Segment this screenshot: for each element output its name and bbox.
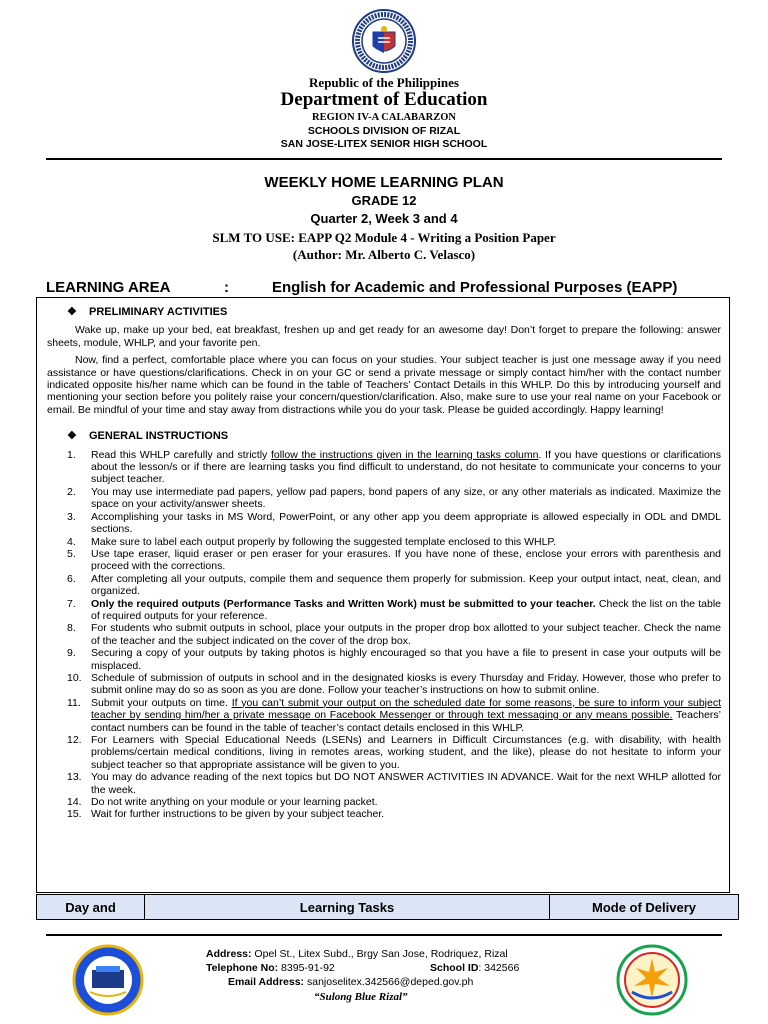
plan-title: WEEKLY HOME LEARNING PLAN	[264, 174, 504, 191]
grade-line: GRADE 12	[351, 193, 417, 208]
region-line: REGION IV-A CALABARZON	[312, 112, 456, 123]
learning-tasks-table-header	[36, 894, 739, 920]
list-item: 4. Make sure to label each output properly by following the suggested template enclosed to this WHLP.	[67, 535, 556, 548]
list-item: 9. Securing a copy of your outputs by taking photos is highly encouraged so that you have a file to present in case your outputs will be misplaced.	[67, 647, 721, 672]
division-line: SCHOOLS DIVISION OF RIZAL	[307, 125, 461, 137]
instructions-box	[36, 297, 730, 893]
general-instructions-list	[47, 449, 721, 821]
list-item: 2. You may use intermediate pad papers, yellow pad papers, bond papers of any size, or any other materials as indicated. Maximize the space on your activity/answer sheets.	[67, 485, 721, 511]
learning-area-label: LEARNING AREA	[46, 279, 171, 296]
preliminary-heading-text: PRELIMINARY ACTIVITIES	[89, 306, 228, 318]
footer-address: Address: Opel St., Litex Subd., Brgy San Jose, Rodriquez, Rizal	[206, 948, 508, 960]
footer-telephone: Telephone No: 8395-91-92	[206, 962, 335, 974]
preliminary-paragraph-2: Now, find a perfect, comfortable place where you can focus on your studies. Your subject teacher is just one message away if you need assistance or have questions/clarifications. Check in on your GC or send a private message or simply contact him/her with the contact number indicated opposite his/her name which can be found in the table of Teachers’ Contact Details in this WHLP. Do this by introducing yourself and mentioning your section before you politely raise your concern/question/clarification. Also, make sure to use your real name on your Facebook or email. Be mindful of your time and stay away from distractions while you do your task. Please be guided accordingly. Happy learning!	[47, 354, 721, 416]
preliminary-heading	[67, 306, 721, 318]
list-item: 3. Accomplishing your tasks in MS Word, PowerPoint, or any other app you deem appropriate is allowed especially in ODL and DMDL sections.	[67, 510, 721, 536]
republic-line: Republic of the Philippines	[309, 75, 459, 90]
preliminary-paragraph-1: Wake up, make up your bed, eat breakfast, freshen up and get ready for an awesome day! Don’t forget to prepare the following: answer sheets, module, WHLP, and your favorite pen.	[47, 324, 721, 349]
header-divider	[46, 158, 722, 160]
school-logo	[70, 942, 146, 1018]
general-heading-text: GENERAL INSTRUCTIONS	[89, 430, 229, 443]
footer-divider	[46, 934, 722, 936]
learning-area-colon: :	[224, 279, 229, 296]
footer-school-id: School ID: 342566	[430, 962, 520, 974]
general-heading	[67, 430, 721, 442]
department-title: Department of Education	[280, 89, 488, 110]
list-item: 1. Read this WHLP carefully and strictly follow the instructions given in the learning tasks column. If you have questions or clarifications about the lesson/s or if there are learning tasks you find difficult to understand, do not hesitate to communicate your concerns to your subject teacher.	[67, 448, 721, 486]
footer-motto: “Sulong Blue Rizal”	[314, 991, 408, 1003]
list-item: 6. After completing all your outputs, compile them and sequence them properly for submission. Keep your output intact, neat, clean, and organized.	[67, 572, 721, 598]
quarter-line: Quarter 2, Week 3 and 4	[310, 211, 458, 226]
school-line: SAN JOSE-LITEX SENIOR HIGH SCHOOL	[280, 138, 488, 150]
list-item: 12. For Learners with Special Educational Needs (LSENs) and Learners in Difficult Circumstances (e.g. with disability, with health problems/certain medical conditions, living in remotes areas, working student, and the like), please do not hesitate to inform your subject teacher so that appropriate assistance will be given to you.	[67, 734, 721, 771]
list-item: 11. Submit your outputs on time. If you can’t submit your output on the scheduled date for some reasons, be sure to inform your subject teacher by sending him/her a private message on Facebook Messenger or through text messaging or any means possible. Teachers’ contact numbers can be found in the table of teacher’s contact details enclosed in this WHLP.	[67, 696, 721, 734]
table-header-learning-tasks: Learning Tasks	[145, 895, 550, 919]
list-item: 5. Use tape eraser, liquid eraser or pen eraser for your erasures. If you have none of these, enclose your errors with parenthesis and proceed with the corrections.	[67, 547, 721, 573]
deped-seal	[344, 8, 424, 74]
footer-email: Email Address: sanjoselitex.342566@deped.gov.ph	[228, 976, 474, 988]
list-item: 14. Do not write anything on your module or your learning packet.	[67, 796, 378, 809]
diamond-bullet-icon: ❖	[67, 306, 77, 318]
rizal-division-logo	[614, 942, 690, 1018]
list-item: 10. Schedule of submission of outputs in school and in the designated kiosks is every Thursday and Friday. However, those who prefer to submit online may do so as soon as you are done. Follow your teacher’s instructions on how to submit online.	[67, 671, 721, 697]
table-header-mode-of-delivery: Mode of Delivery	[591, 899, 697, 915]
slm-line: SLM TO USE: EAPP Q2 Module 4 - Writing a Position Paper	[212, 230, 556, 245]
table-header-day: Day and	[37, 895, 145, 919]
list-item: 7. Only the required outputs (Performance Tasks and Written Work) must be submitted to your teacher. Check the list on the table of required outputs for your reference.	[67, 597, 721, 622]
author-line: (Author: Mr. Alberto C. Velasco)	[292, 247, 476, 262]
list-item: 8. For students who submit outputs in school, place your outputs in the proper drop box allotted to your subject teacher. Check the name of the teacher and the subject indicated on the cover of the drop box.	[67, 622, 721, 647]
list-item: 15. Wait for further instructions to be given by your subject teacher.	[67, 808, 385, 821]
learning-area-value: English for Academic and Professional Purposes (EAPP)	[272, 279, 678, 296]
list-item: 13. You may do advance reading of the next topics but DO NOT ANSWER ACTIVITIES IN ADVANCE. Wait for the next WHLP allotted for the week.	[67, 771, 721, 796]
diamond-bullet-icon: ❖	[67, 430, 77, 443]
